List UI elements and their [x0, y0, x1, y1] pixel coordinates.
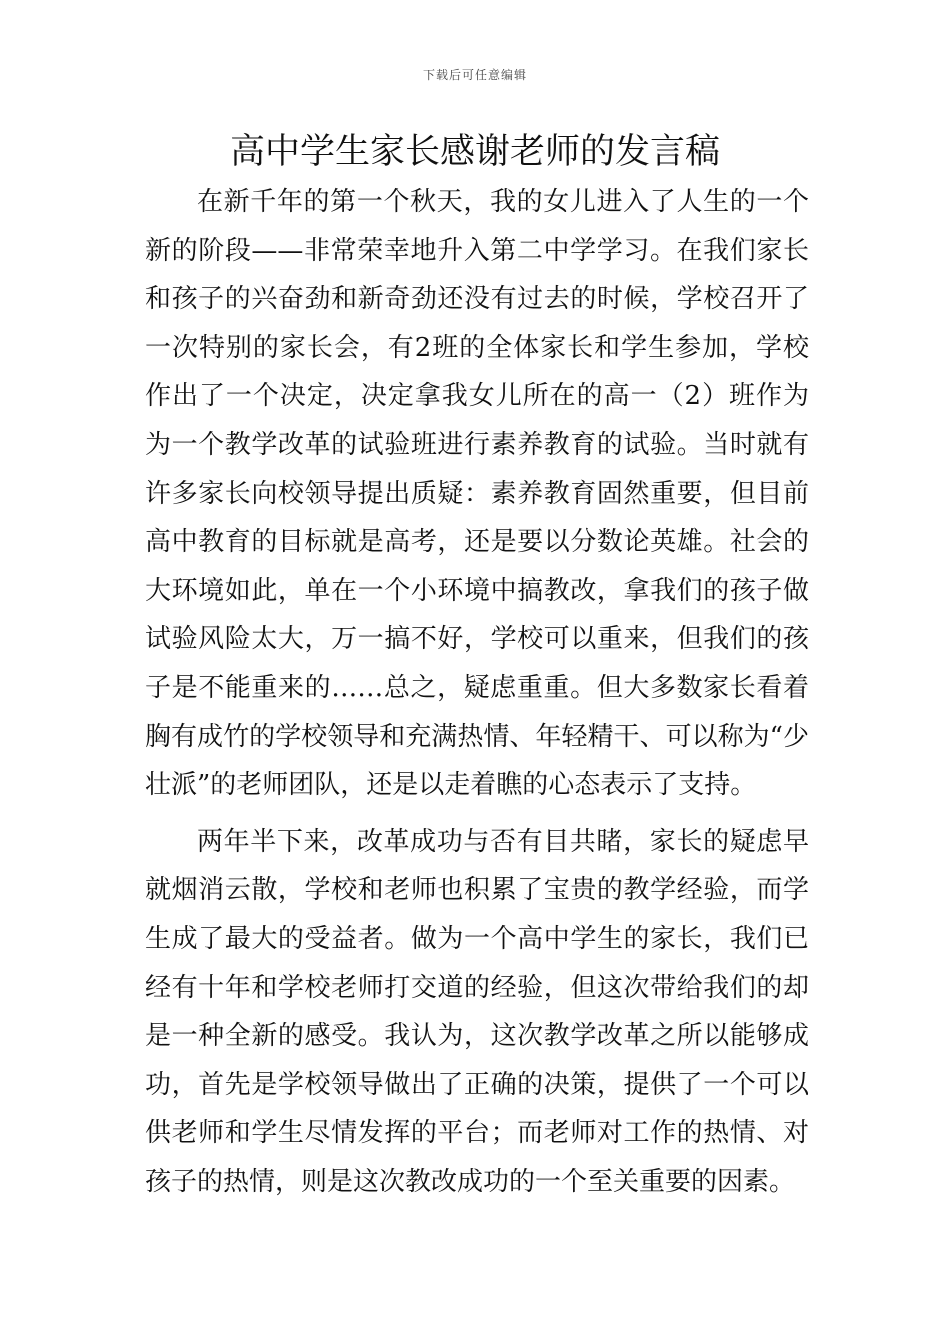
paragraph-2: 两年半下来，改革成功与否有目共睹，家长的疑虑早就烟消云散，学校和老师也积累了宝贵的教学经验，而学生成了最大的受益者。做为一个高中学生的家长，我们已经有十年和学校老师打交道的经验，但这次带给我们的却是一种全新的感受。我认为，这次教学改革之所以能够成功，首先是学校领导做出了正确的决策，提供了一个可以供老师和学生尽情发挥的平台；而老师对工作的热情、对孩子的热情，则是这次教改成功的一个至关重要的因素。: [145, 826, 809, 1197]
document-body: [145, 178, 809, 1206]
document-title: 高中学生家长感谢老师的发言稿: [229, 132, 720, 172]
paragraph-1: 在新千年的第一个秋天，我的女儿进入了人生的一个新的阶段——非常荣幸地升入第二中学学习。在我们家长和孩子的兴奋劲和新奇劲还没有过去的时候，学校召开了一次特别的家长会，有2班的全体家长和学生参加，学校作出了一个决定，决定拿我女儿所在的高一（2）班作为为一个教学改革的试验班进行素养教育的试验。当时就有许多家长向校领导提出质疑：素养教育固然重要，但目前高中教育的目标就是高考，还是要以分数论英雄。社会的大环境如此，单在一个小环境中搞教改，拿我们的孩子做试验风险太大，万一搞不好，学校可以重来，但我们的孩子是不能重来的……总之，疑虑重重。但大多数家长看着胸有成竹的学校领导和充满热情、年轻精干、可以称为“少壮派”的老师团队，还是以走着瞧的心态表示了支持。: [145, 187, 809, 801]
header-note: 下载后可任意编辑: [422, 68, 527, 82]
